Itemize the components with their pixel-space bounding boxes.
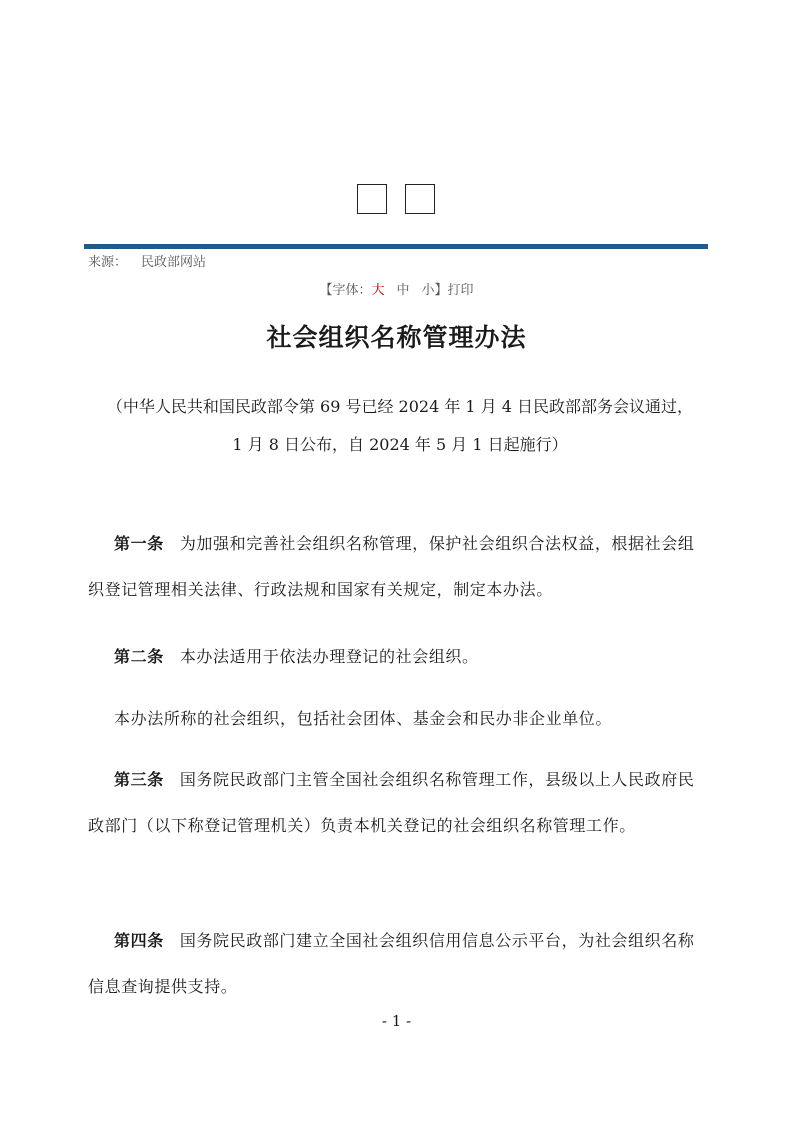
header-rule bbox=[84, 244, 708, 249]
article-paragraph bbox=[88, 918, 710, 1010]
article-text: 为加强和完善社会组织名称管理，保护社会组织合法权益，根据社会组织登记管理相关法律、行政法规和国家有关规定，制定本办法。 bbox=[88, 534, 695, 599]
article-text: 本办法所称的社会组织，包括社会团体、基金会和民办非企业单位。 bbox=[114, 709, 613, 728]
source-label: 来源： bbox=[88, 255, 128, 270]
print-link[interactable]: 打印 bbox=[447, 283, 474, 298]
font-size-bar bbox=[0, 279, 793, 298]
article-paragraph bbox=[88, 757, 710, 849]
subtitle-line-2: 1 月 8 日公布，自 2024 年 5 月 1 日起施行） bbox=[232, 435, 568, 454]
article-text: 本办法适用于依法办理登记的社会组织。 bbox=[179, 647, 479, 666]
logo-glyph-box-right bbox=[405, 184, 435, 214]
page-number: - 1 - bbox=[381, 1012, 412, 1030]
article-text: 国务院民政部门主管全国社会组织名称管理工作，县级以上人民政府民政部门（以下称登记管理机关）负责本机关登记的社会组织名称管理工作。 bbox=[88, 770, 695, 835]
source-line bbox=[88, 251, 206, 270]
logo-glyph-box-left bbox=[357, 184, 387, 214]
article-number: 第二条 bbox=[114, 647, 164, 666]
article-paragraph bbox=[88, 696, 710, 742]
subtitle-line-1: （中华人民共和国民政部令第 69 号已经 2024 年 1 月 4 日民政部部务会议通过， bbox=[106, 397, 694, 416]
article-number: 第一条 bbox=[114, 534, 164, 553]
font-bar-open: 【字体： bbox=[319, 283, 372, 298]
document-title: 社会组织名称管理办法 bbox=[266, 323, 527, 352]
article-number: 第四条 bbox=[114, 931, 164, 950]
article-number: 第三条 bbox=[114, 770, 164, 789]
font-size-small-link[interactable]: 小 bbox=[421, 283, 435, 298]
article-paragraph bbox=[88, 521, 710, 613]
font-size-large-link[interactable]: 大 bbox=[371, 283, 385, 298]
document-subtitle bbox=[80, 388, 720, 464]
article-text: 国务院民政部门建立全国社会组织信用信息公示平台，为社会组织名称信息查询提供支持。 bbox=[88, 931, 695, 996]
font-bar-close: 】 bbox=[434, 283, 448, 298]
source-value: 民政部网站 bbox=[141, 255, 207, 270]
font-size-medium-link[interactable]: 中 bbox=[396, 283, 410, 298]
article-paragraph bbox=[88, 634, 710, 680]
